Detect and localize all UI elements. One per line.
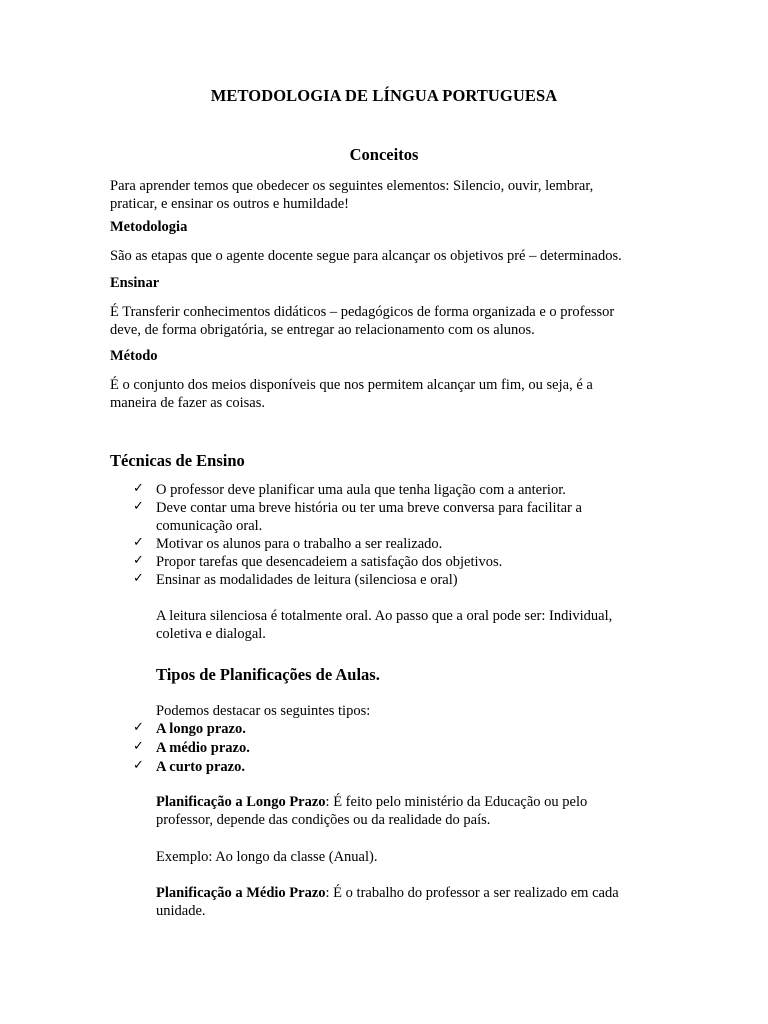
paragraph-leitura-note [156,607,612,643]
paragraph-metodo [110,376,670,412]
text-line: unidade. [156,903,206,919]
list-item: Deve contar uma breve história ou ter uma breve conversa para facilitar a [156,500,582,516]
text-line: professor, depende das condições ou da realidade do país. [156,812,491,828]
text-line: coletiva e dialogal. [156,626,266,642]
text-line: É Transferir conhecimentos didáticos – pedagógicos de forma organizada e o professor [110,304,615,320]
text-line: praticar, e ensinar os outros e humildade! [110,196,349,212]
section-heading-tipos: Tipos de Planificações de Aulas. [156,665,380,684]
list-item: Propor tarefas que desencadeiem a satisfação dos objetivos. [156,554,503,570]
list-item: Motivar os alunos para o trabalho a ser realizado. [156,536,443,552]
text-line: A leitura silenciosa é totalmente oral. Ao passo que a oral pode ser: Individual, [156,608,613,624]
paragraph-exemplo: Exemplo: Ao longo da classe (Anual). [156,849,378,865]
check-mark-icon: ✓ [133,739,144,754]
paragraph-medio-prazo [156,884,619,920]
term-medio-prazo: Planificação a Médio Prazo [156,885,326,901]
subheading-metodologia: Metodologia [110,219,188,235]
list-item: Ensinar as modalidades de leitura (silenciosa e oral) [156,572,458,588]
paragraph-conceitos [110,177,670,213]
section-heading-conceitos: Conceitos [349,145,419,164]
text-line: É o conjunto dos meios disponíveis que nos permitem alcançar um fim, ou seja, é a [110,377,593,393]
list-item-continuation: comunicação oral. [156,518,263,534]
section-heading-tecnicas: Técnicas de Ensino [110,451,245,470]
definition-text: : É feito pelo ministério da Educação ou pelo [325,794,588,810]
check-mark-icon: ✓ [133,535,144,550]
subheading-ensinar: Ensinar [110,275,160,291]
text-line: maneira de fazer as coisas. [110,395,265,411]
check-mark-icon: ✓ [133,481,144,496]
list-item: A longo prazo. [156,721,246,737]
definition-text: : É o trabalho do professor a ser realizado em cada [325,885,619,901]
paragraph-longo-prazo [156,793,587,829]
text-line: Para aprender temos que obedecer os seguintes elementos: Silencio, ouvir, lembrar, [110,178,594,194]
check-mark-icon: ✓ [133,499,144,514]
document-title: METODOLOGIA DE LÍNGUA PORTUGUESA [210,86,558,105]
subheading-metodo: Método [110,348,158,364]
paragraph-ensinar [110,303,670,339]
check-mark-icon: ✓ [133,758,144,773]
check-mark-icon: ✓ [133,720,144,735]
paragraph-tipos-intro: Podemos destacar os seguintes tipos: [156,703,371,719]
paragraph-metodologia: São as etapas que o agente docente segue para alcançar os objetivos pré – determinados. [110,248,622,264]
list-item: O professor deve planificar uma aula que tenha ligação com a anterior. [156,482,566,498]
check-mark-icon: ✓ [133,553,144,568]
list-item: A curto prazo. [156,759,245,775]
term-longo-prazo: Planificação a Longo Prazo [156,794,326,810]
check-mark-icon: ✓ [133,571,144,586]
list-item: A médio prazo. [156,740,250,756]
text-line: deve, de forma obrigatória, se entregar ao relacionamento com os alunos. [110,322,535,338]
